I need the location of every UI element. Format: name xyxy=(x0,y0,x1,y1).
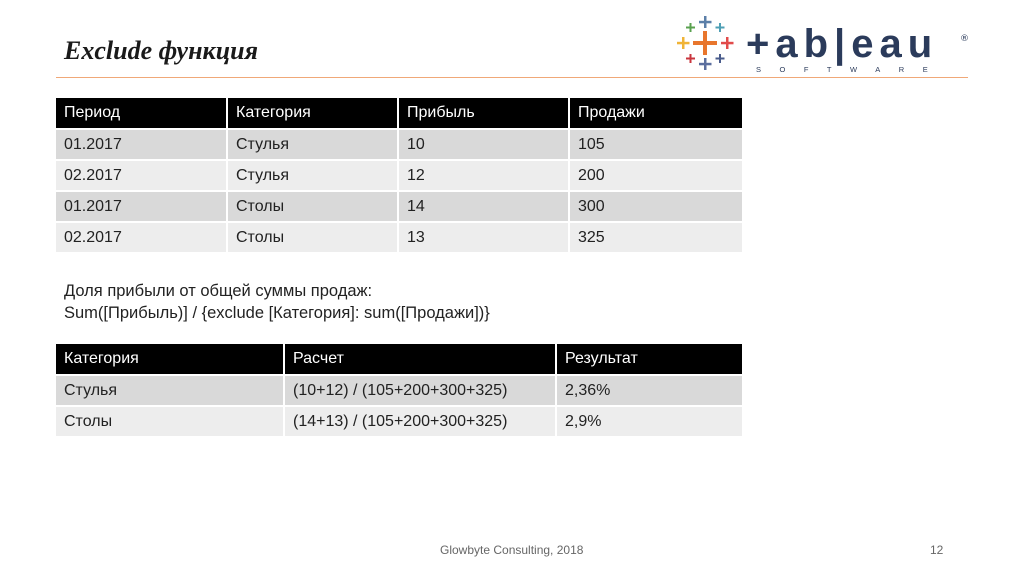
page-number: 12 xyxy=(930,543,944,557)
column-header: Категория xyxy=(56,344,284,375)
column-header: Прибыль xyxy=(398,98,569,129)
table-cell: Столы xyxy=(227,191,398,222)
table-cell: 01.2017 xyxy=(56,191,227,222)
table-cell: 200 xyxy=(569,160,742,191)
table-row xyxy=(56,191,742,222)
table-row xyxy=(56,375,742,406)
formula-line: Sum([Прибыль)] / {exclude [Категория]: sum([Продажи])} xyxy=(64,304,490,322)
table-cell: Стулья xyxy=(227,129,398,160)
formula-note xyxy=(64,280,490,324)
tableau-logo xyxy=(674,14,974,76)
table-cell: 105 xyxy=(569,129,742,160)
footer-company: Glowbyte Consulting, 2018 xyxy=(440,543,584,557)
table-cell: 02.2017 xyxy=(56,160,227,191)
table-cell: 2,36% xyxy=(556,375,742,406)
table-cell: 13 xyxy=(398,222,569,252)
table-cell: 10 xyxy=(398,129,569,160)
table-cell: 300 xyxy=(569,191,742,222)
table-header-row xyxy=(56,98,742,129)
title-divider xyxy=(56,77,968,78)
table-cell: Стулья xyxy=(56,375,284,406)
table-cell: (14+13) / (105+200+300+325) xyxy=(284,406,556,436)
table-row xyxy=(56,129,742,160)
table-row xyxy=(56,222,742,252)
slide-title: Exclude функция xyxy=(64,36,259,65)
note-line: Доля прибыли от общей суммы продаж: xyxy=(64,282,373,300)
column-header: Результат xyxy=(556,344,742,375)
table-row xyxy=(56,160,742,191)
table-cell: 12 xyxy=(398,160,569,191)
logo-registered: ® xyxy=(960,34,969,44)
column-header: Период xyxy=(56,98,227,129)
table-cell: Стулья xyxy=(227,160,398,191)
sales-table xyxy=(56,98,742,252)
result-table xyxy=(56,344,742,436)
table-cell: 01.2017 xyxy=(56,129,227,160)
table-cell: Столы xyxy=(227,222,398,252)
table-cell: 14 xyxy=(398,191,569,222)
logo-wordmark: +ab|eau xyxy=(746,22,939,66)
logo-subtitle: SOFTWARE xyxy=(756,65,947,74)
table-header-row xyxy=(56,344,742,375)
table-row xyxy=(56,406,742,436)
tableau-crosses-icon xyxy=(674,14,738,76)
table-cell: (10+12) / (105+200+300+325) xyxy=(284,375,556,406)
column-header: Расчет xyxy=(284,344,556,375)
column-header: Категория xyxy=(227,98,398,129)
table-cell: 02.2017 xyxy=(56,222,227,252)
table-cell: Столы xyxy=(56,406,284,436)
table-cell: 2,9% xyxy=(556,406,742,436)
table-cell: 325 xyxy=(569,222,742,252)
column-header: Продажи xyxy=(569,98,742,129)
